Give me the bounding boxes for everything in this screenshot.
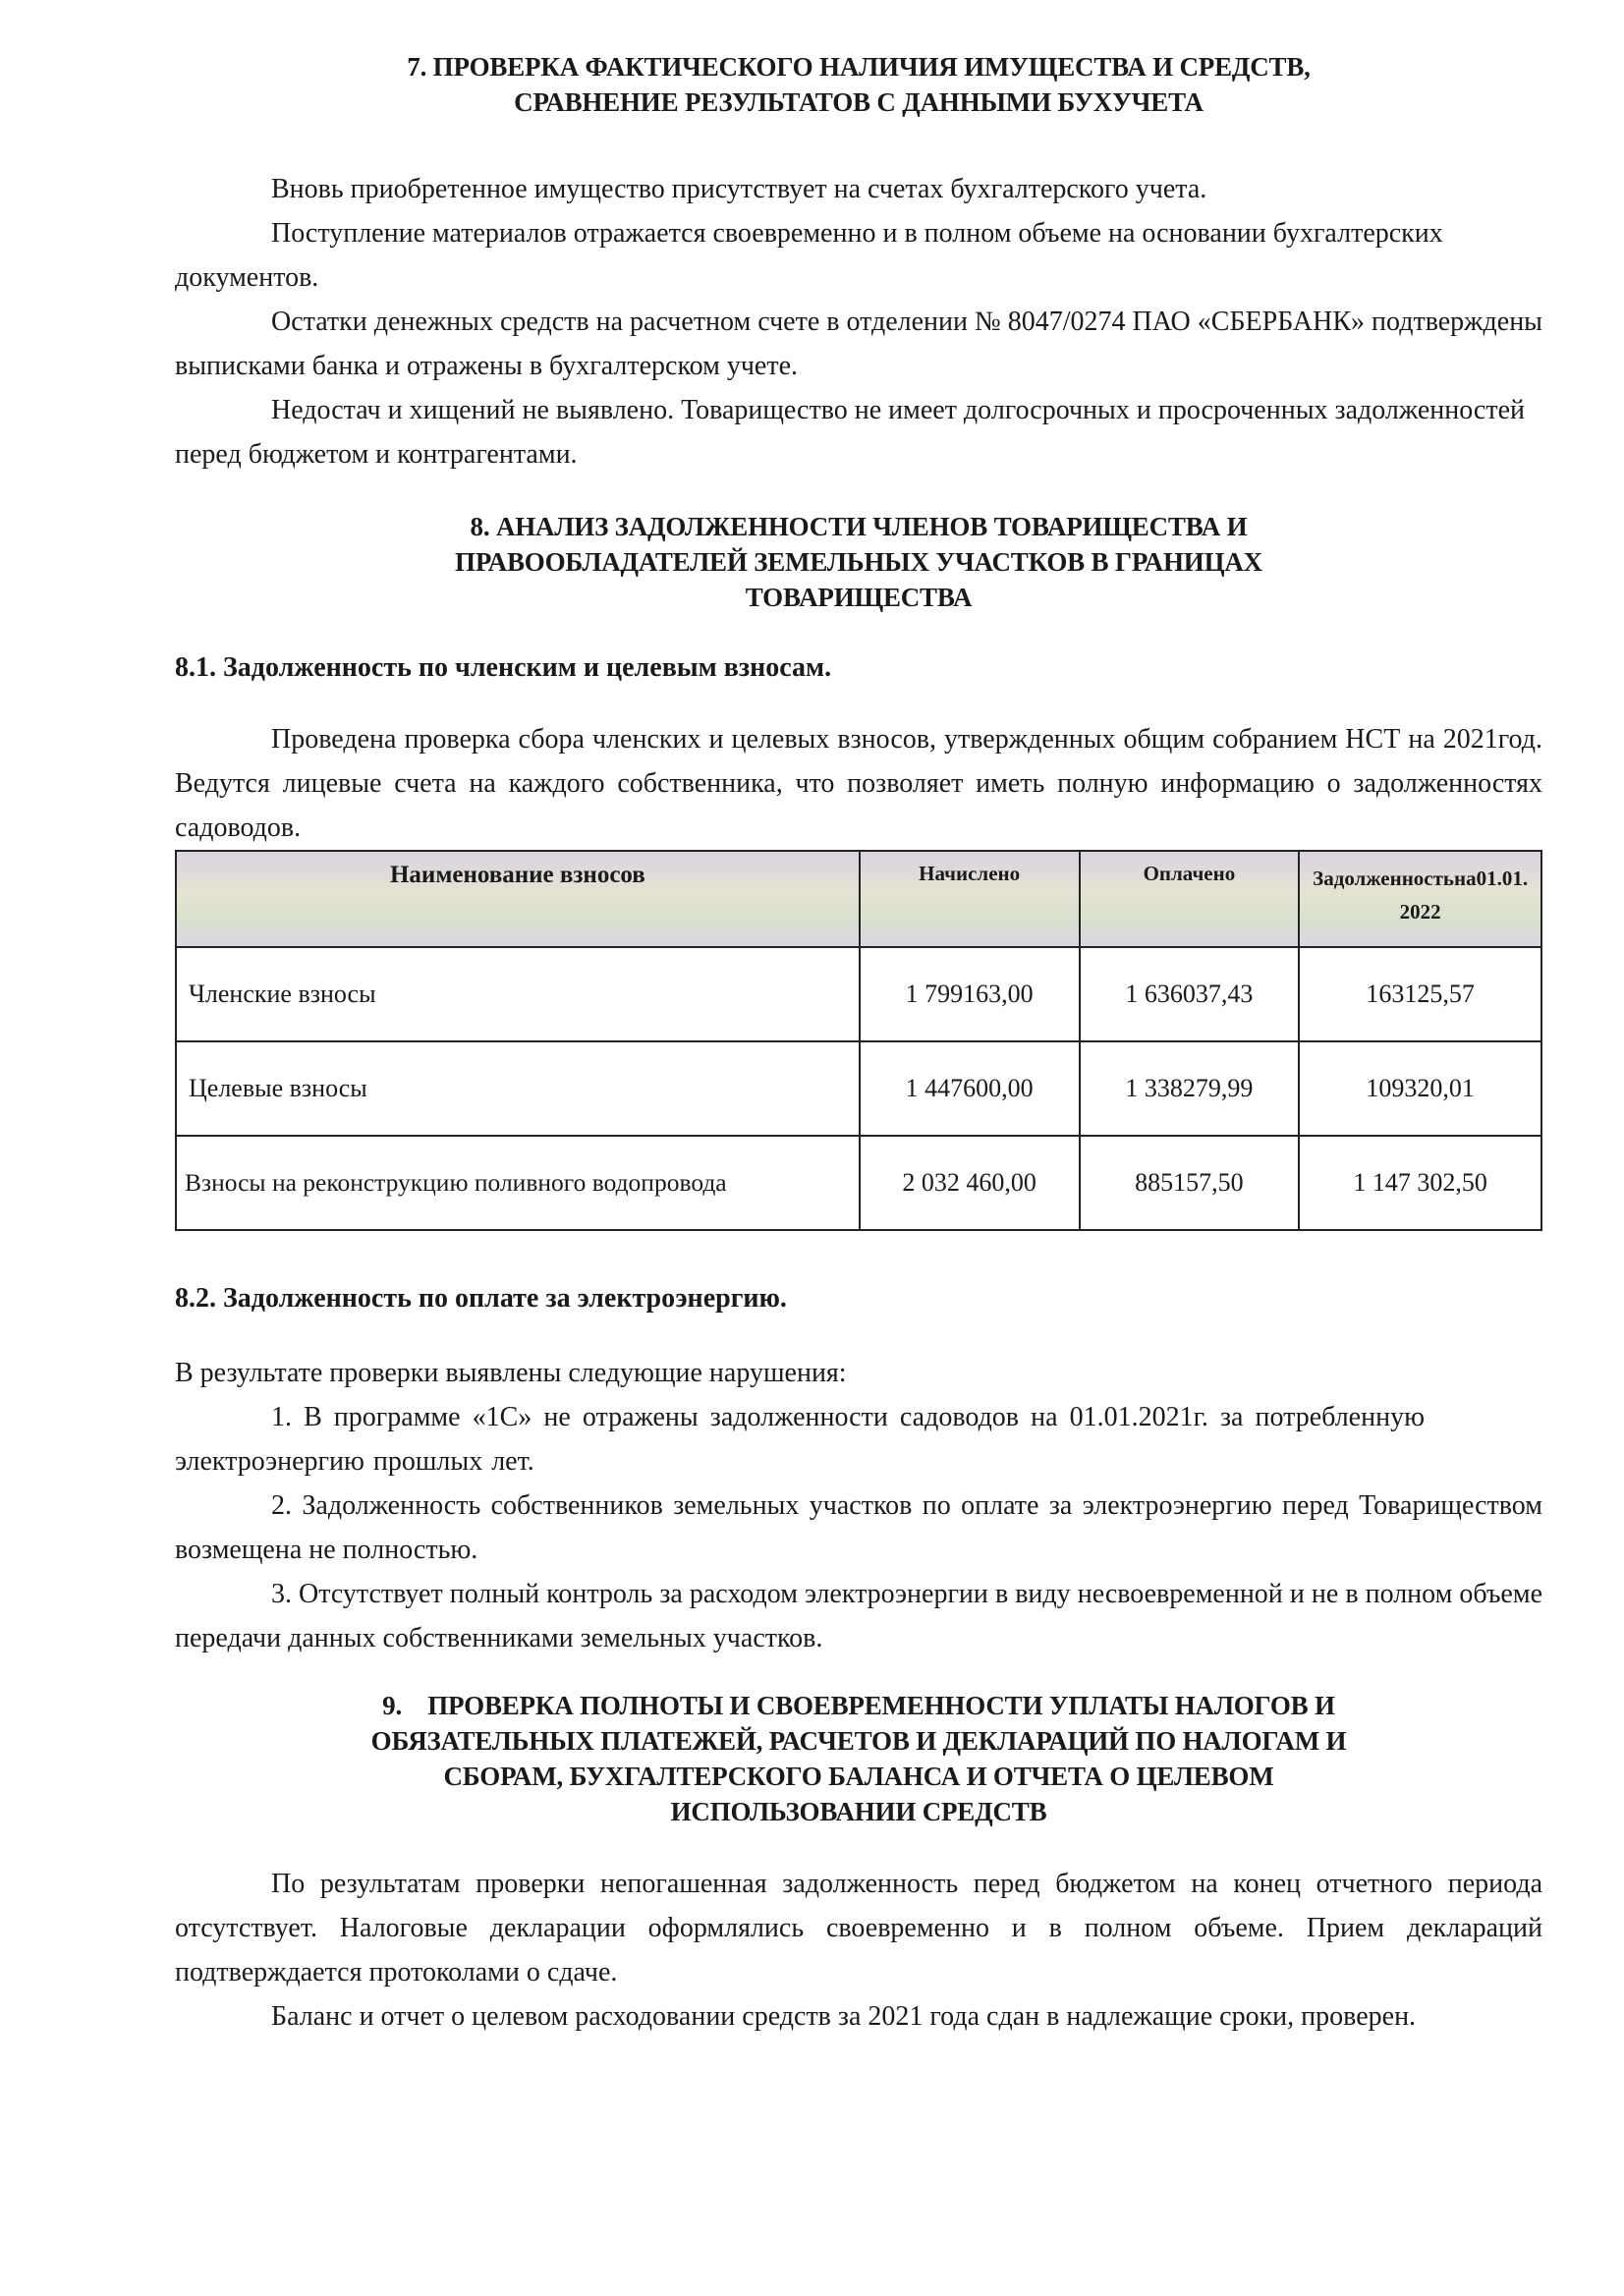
violation-item: 1. В программе «1С» не отражены задолженности садоводов на 01.01.2021г. за потребленную электроэнергию прошлых лет. xyxy=(175,1402,1425,1477)
cell-charged: 2 032 460,00 xyxy=(860,1136,1080,1230)
subsection-8-2-heading: 8.2. Задолженность по оплате за электроэнергию. xyxy=(175,1283,787,1314)
table-row xyxy=(176,947,1541,1041)
section8-title-line: ПРАВООБЛАДАТЕЛЕЙ ЗЕМЕЛЬНЫХ УЧАСТКОВ В ГРАНИЦАХ xyxy=(455,547,1262,577)
section9-body xyxy=(175,1862,1542,2039)
cell-name: Взносы на реконструкцию поливного водопровода xyxy=(176,1136,860,1230)
column-header: Наименование взносов xyxy=(176,851,860,947)
cell-debt: 1 147 302,50 xyxy=(1299,1136,1541,1230)
cell-name: Целевые взносы xyxy=(176,1041,860,1136)
section9-title-line: СБОРАМ, БУХГАЛТЕРСКОГО БАЛАНСА И ОТЧЕТА О ЦЕЛЕВОМ xyxy=(443,1762,1274,1791)
cell-paid: 1 338279,99 xyxy=(1080,1041,1300,1136)
table-row xyxy=(176,1136,1541,1230)
section8-title-line: ТОВАРИЩЕСТВА xyxy=(745,583,973,612)
section9-title-line: ИСПОЛЬЗОВАНИИ СРЕДСТВ xyxy=(670,1797,1047,1826)
table-row xyxy=(176,1041,1541,1136)
paragraph: По результатам проверки непогашенная задолженность перед бюджетом на конец отчетного периода отсутствует. Налоговые декларации оформлялись своевременно и в полном объеме. Прием деклараций подтверждается протоколами о сдаче. xyxy=(175,1869,1542,1988)
cell-name: Членские взносы xyxy=(176,947,860,1041)
paragraph: Вновь приобретенное имущество присутствует на счетах бухгалтерского учета. xyxy=(271,174,1207,204)
column-header: Начислено xyxy=(860,851,1080,947)
subsection-8-1-paragraph: Проведена проверка сбора членских и целевых взносов, утвержденных общим собранием НСТ на 2021год. Ведутся лицевые счета на каждого собственника, что позволяет иметь полную информацию о задолженностях садоводов. xyxy=(175,724,1542,843)
section9-title-line: 9. ПРОВЕРКА ПОЛНОТЫ И СВОЕВРЕМЕННОСТИ УПЛАТЫ НАЛОГОВ И xyxy=(382,1691,1335,1720)
section8-title-line: 8. АНАЛИЗ ЗАДОЛЖЕННОСТИ ЧЛЕНОВ ТОВАРИЩЕСТВА И xyxy=(470,512,1248,541)
cell-debt: 163125,57 xyxy=(1299,947,1541,1041)
subsection-8-1-heading: 8.1. Задолженность по членским и целевым взносам. xyxy=(175,652,832,683)
column-header: Оплачено xyxy=(1080,851,1300,947)
paragraph: Остатки денежных средств на расчетном счете в отделении № 8047/0274 ПАО «СБЕРБАНК» подтверждены выписками банка и отражены в бухгалтерском учете. xyxy=(175,307,1542,381)
subsection-8-2-body xyxy=(175,1351,1542,1660)
paragraph: Недостач и хищений не выявлено. Товарищество не имеет долгосрочных и просроченных задолженностей перед бюджетом и контрагентами. xyxy=(175,395,1525,470)
section7-title xyxy=(175,49,1542,120)
dues-table xyxy=(175,850,1542,1231)
violations-intro: В результате проверки выявлены следующие нарушения: xyxy=(175,1358,847,1388)
section8-title xyxy=(175,509,1542,615)
section7-title-line: СРАВНЕНИЕ РЕЗУЛЬТАТОВ С ДАННЫМИ БУХУЧЕТА xyxy=(514,87,1204,117)
table-header-row xyxy=(176,851,1541,947)
section9-title xyxy=(175,1688,1542,1829)
section7-title-line: 7. ПРОВЕРКА ФАКТИЧЕСКОГО НАЛИЧИЯ ИМУЩЕСТВА И СРЕДСТВ, xyxy=(407,52,1311,82)
violation-item: 3. Отсутствует полный контроль за расходом электроэнергии в виду несвоевременной и не в полном объеме передачи данных собственниками земельных участков. xyxy=(175,1579,1542,1653)
column-header: Задолженностьна01.01.2022 xyxy=(1299,851,1541,947)
violation-item: 2. Задолженность собственников земельных участков по оплате за электроэнергию перед Товариществом возмещена не полностью. xyxy=(175,1490,1542,1565)
section9-title-line: ОБЯЗАТЕЛЬНЫХ ПЛАТЕЖЕЙ, РАСЧЕТОВ И ДЕКЛАРАЦИЙ ПО НАЛОГАМ И xyxy=(370,1726,1347,1756)
cell-paid: 1 636037,43 xyxy=(1080,947,1300,1041)
dues-table-wrapper xyxy=(175,850,1542,1231)
cell-paid: 885157,50 xyxy=(1080,1136,1300,1230)
cell-charged: 1 447600,00 xyxy=(860,1041,1080,1136)
paragraph: Баланс и отчет о целевом расходовании средств за 2021 года сдан в надлежащие сроки, проверен. xyxy=(271,2001,1417,2032)
section7-body xyxy=(175,167,1542,476)
cell-debt: 109320,01 xyxy=(1299,1041,1541,1136)
paragraph: Поступление материалов отражается своевременно и в полном объеме на основании бухгалтерских документов. xyxy=(175,218,1443,293)
cell-charged: 1 799163,00 xyxy=(860,947,1080,1041)
